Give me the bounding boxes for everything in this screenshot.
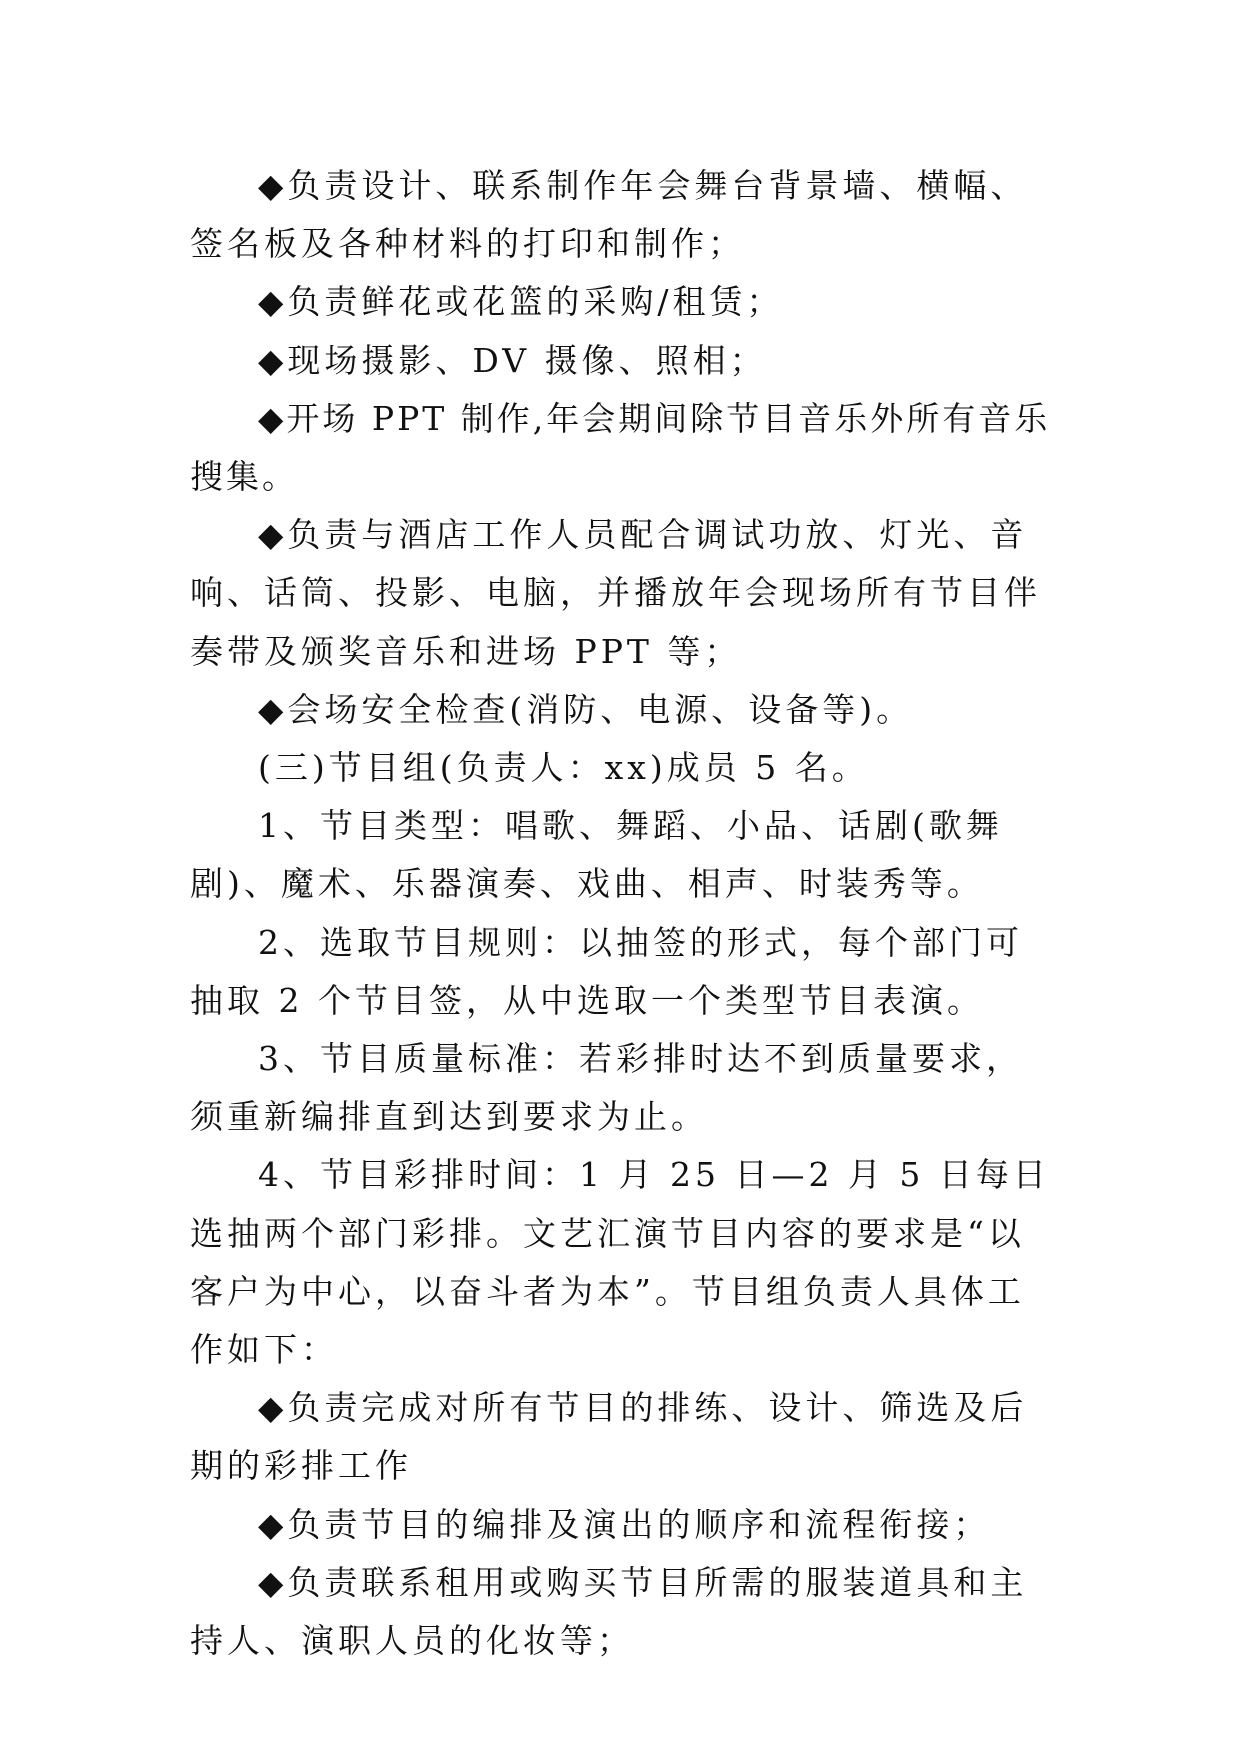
paragraph-selection-rules: 2、选取节目规则：以抽签的形式，每个部门可抽取 2 个节目签，从中选取一个类型节目表演。 <box>190 922 1023 1020</box>
paragraph-flowers: ◆负责鲜花或花篮的采购/租赁； <box>258 282 784 322</box>
paragraph-safety-check: ◆会场安全检查(消防、电源、设备等)。 <box>258 689 914 729</box>
paragraph-quality-standard: 3、节目质量标准：若彩排时达不到质量要求，须重新编排直到达到要求为止。 <box>190 1039 1023 1137</box>
paragraph-av-equipment: ◆负责与酒店工作人员配合调试功放、灯光、音响、话筒、投影、电脑，并播放年会现场所有节目伴奏带及颁奖音乐和进场 PPT 等； <box>190 515 1041 671</box>
paragraph-stage-design: ◆负责设计、联系制作年会舞台背景墙、横幅、签名板及各种材料的打印和制作； <box>190 166 1028 264</box>
paragraph-photography: ◆现场摄影、DV 摄像、照相； <box>258 340 767 380</box>
document-body <box>190 157 1052 1670</box>
paragraph-rehearsal-time: 4、节目彩排时间：1 月 25 日—2 月 5 日每日选抽两个部门彩排。文艺汇演节目内容的要求是“以客户为中心，以奋斗者为本”。节目组负责人具体工作如下： <box>190 1155 1050 1370</box>
paragraph-program-order: ◆负责节目的编排及演出的顺序和流程衔接； <box>258 1504 991 1544</box>
paragraph-rehearsal-work: ◆负责完成对所有节目的排练、设计、筛选及后期的彩排工作 <box>190 1388 1028 1486</box>
paragraph-costumes-makeup: ◆负责联系租用或购买节目所需的服装道具和主持人、演职人员的化妆等； <box>190 1562 1028 1661</box>
paragraph-program-group: (三)节目组(负责人：xx)成员 5 名。 <box>258 748 869 788</box>
paragraph-opening-ppt: ◆开场 PPT 制作,年会期间除节目音乐外所有音乐搜集。 <box>190 398 1051 497</box>
paragraph-program-types: 1、节目类型：唱歌、舞蹈、小品、话剧(歌舞剧)、魔术、乐器演奏、戏曲、相声、时装秀等。 <box>190 806 1003 904</box>
